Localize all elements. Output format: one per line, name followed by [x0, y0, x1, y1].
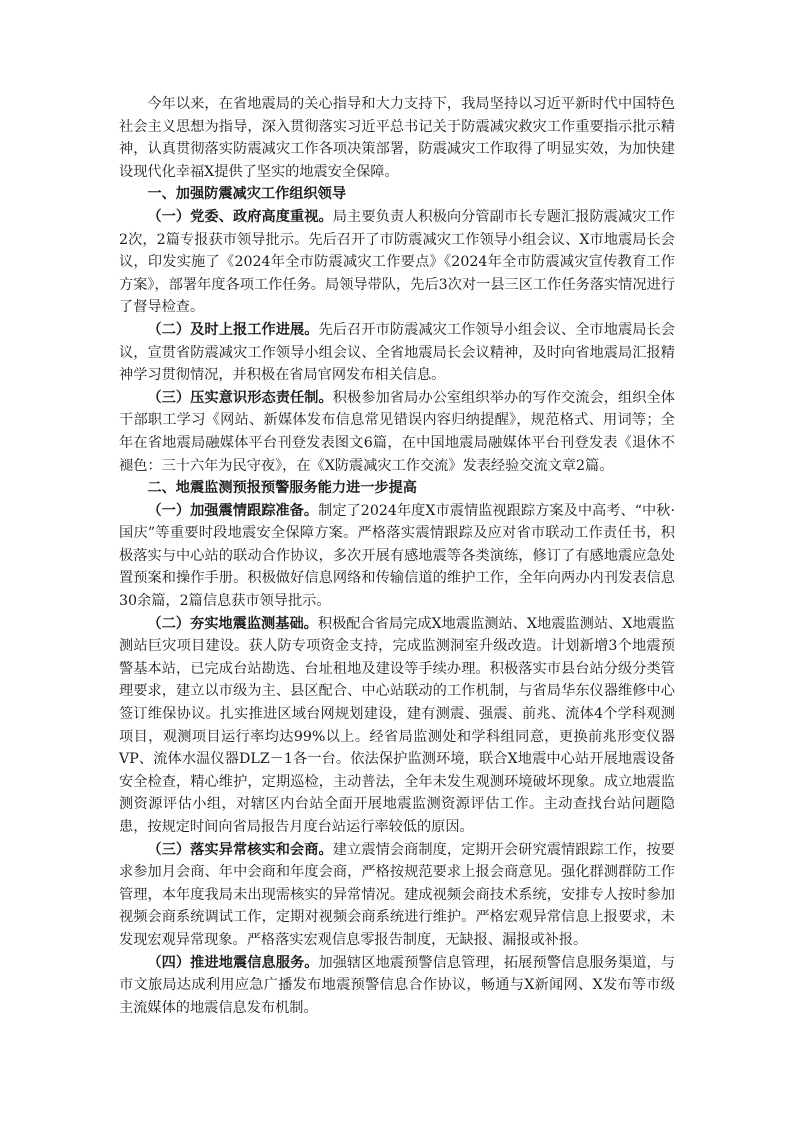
section-1-item-3 — [119, 387, 675, 477]
section-heading-2: 二、地震监测预报预警服务能力进一步提高 — [147, 480, 417, 497]
item-text: 积极参加省局办公室组织举办的写作交流会，组织全体干部职工学习《网站、新媒体发布信息常见错误内容归纳提醒》，规范格式、用词等；全年在省地震局融媒体平台刊登发表图文6篇，在中国地震局融媒体平台刊登发表《退休不褪色：三十六年为民守夜》，在《X防震减灾工作交流》发表经验交流文章2篇。 — [119, 389, 675, 474]
section-heading-1: 一、加强防震减灾工作组织领导 — [147, 186, 347, 203]
item-text: 局主要负责人积极向分管副市长专题汇报防震减灾工作2次，2篇专报获市领导批示。先后召开了市防震减灾工作领导小组会议、X市地震局长会议，印发实施了《2024年全市防震减灾工作要点》《2024年全市防震减灾宣传教育工作方案》，部署年度各项工作任务。局领导带队，先后3次对一县三区工作任务落实情况进行了督导检查。 — [119, 208, 675, 316]
section-2-item-3 — [119, 839, 675, 952]
item-lead: （二）夯实地震监测基础。 — [147, 615, 318, 632]
item-lead: （一）加强震情跟踪准备。 — [147, 502, 319, 519]
item-text: 建立震情会商制度，定期开会研究震情跟踪工作，按要求参加月会商、年中会商和年度会商，严格按规范要求上报会商意见。强化群测群防工作管理，本年度我局未出现需核实的异常情况。建成视频会商技术系统，安排专人按时参加视频会商系统调试工作，定期对视频会商系统进行维护。严格宏观异常信息上报要求，未发现宏观异常现象。严格落实宏观信息零报告制度，无缺报、漏报或补报。 — [119, 841, 675, 948]
section-2-item-1 — [119, 500, 675, 613]
item-text: 加强辖区地震预警信息管理，拓展预警信息服务渠道，与市文旅局达成利用应急广播发布地震预警信息合作协议，畅通与X新闻网、X发布等市级主流媒体的地震信息发布机制。 — [119, 954, 675, 1016]
item-lead: （二）及时上报工作进展。 — [147, 321, 319, 338]
item-lead: （一）党委、政府高度重视。 — [147, 208, 333, 225]
item-lead: （三）落实异常核实和会商。 — [147, 841, 333, 858]
intro-paragraph: 今年以来，在省地震局的关心指导和大力支持下，我局坚持以习近平新时代中国特色社会主义思想为指导，深入贯彻落实习近平总书记关于防震减灾救灾工作重要指示批示精神，认真贯彻落实防震减灾工作各项决策部署，防震减灾工作取得了明显实效，为加快建设现代化幸福X提供了坚实的地震安全保障。 — [119, 96, 675, 180]
document-body — [119, 93, 675, 1019]
section-2-item-2 — [119, 613, 675, 839]
item-text: 制定了2024年度X市震情监视跟踪方案及中高考、“中秋·国庆”等重要时段地震安全保障方案。严格落实震情跟踪及应对省市联动工作责任书，积极落实与中心站的联动合作协议，多次开展有感地震等各类演练，修订了有感地震应急处置预案和操作手册。积极做好信息网络和传输信道的维护工作，全年向两办内刊发表信息30余篇，2篇信息获市领导批示。 — [119, 502, 675, 610]
item-lead: （四）推进地震信息服务。 — [147, 954, 319, 971]
section-1-item-2 — [119, 319, 675, 387]
section-2-item-4 — [119, 952, 675, 1020]
item-text: 积极配合省局完成X地震监测站、X地震监测站、X地震监测站巨灾项目建设。获人防专项资金支持，完成监测洞室升级改造。计划新增3个地震预警基本站，已完成台站勘选、台址租地及建设等手续办理。积极落实市县台站分级分类管理要求，建立以市级为主、县区配合、中心站联动的工作机制，与省局华东仪器维修中心签订维保协议。扎实推进区域台网规划建设，建有测震、强震、前兆、流体4个学科观测项目，观测项目运行率均达99%以上。经省局监测处和学科组同意，更换前兆形变仪器VP、流体水温仪器DLZ－1各一台。依法保护监测环境，联合X地震中心站开展地震设备安全检查，精心维护，定期巡检，主动普法，全年未发生观测环境破坏现象。成立地震监测资源评估小组，对辖区内台站全面开展地震监测资源评估工作。主动查找台站问题隐患，按规定时间向省局报告月度台站运行率较低的原因。 — [119, 615, 675, 835]
item-text: 先后召开市防震减灾工作领导小组会议、全市地震局长会议，宣贯省防震减灾工作领导小组会议、全省地震局长会议精神，及时向省地震局汇报精神学习贯彻情况，并积极在省局官网发布相关信息。 — [119, 321, 675, 384]
item-lead: （三）压实意识形态责任制。 — [147, 389, 333, 406]
section-1-item-1 — [119, 206, 675, 319]
